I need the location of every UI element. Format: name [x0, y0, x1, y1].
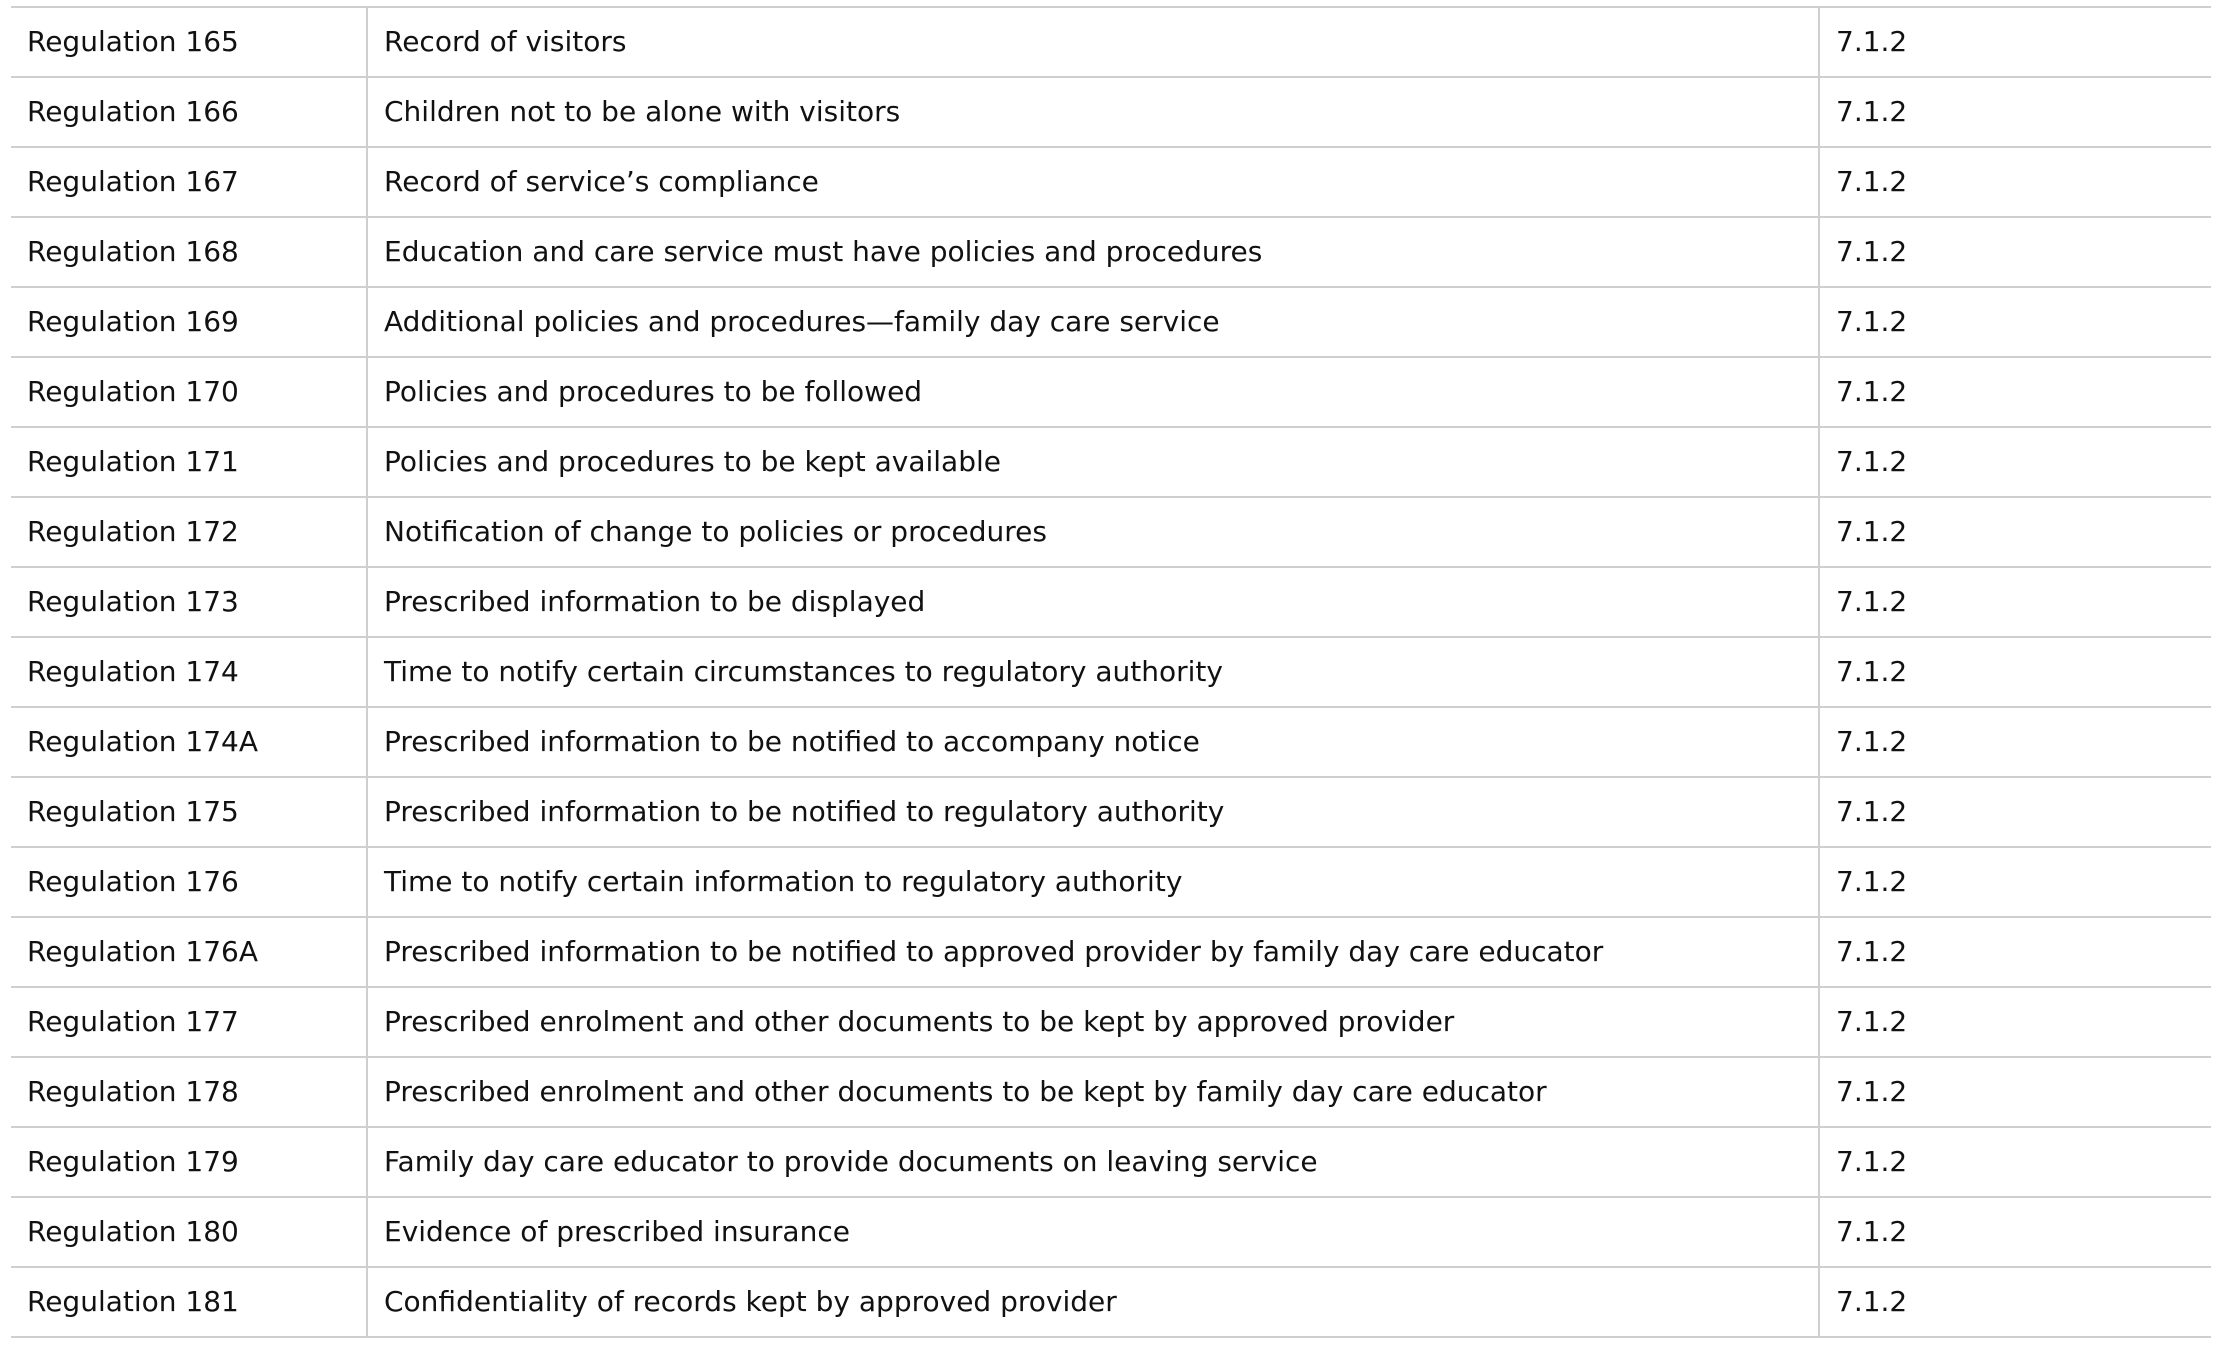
- quality-standard-cell: 7.1.2: [1819, 987, 2211, 1057]
- quality-standard-cell: 7.1.2: [1819, 217, 2211, 287]
- regulation-title-cell: Family day care educator to provide documents on leaving service: [367, 1127, 1819, 1197]
- regulation-number-cell: Regulation 179: [11, 1127, 367, 1197]
- quality-standard-cell: 7.1.2: [1819, 847, 2211, 917]
- quality-standard-cell: 7.1.2: [1819, 917, 2211, 987]
- table-row: [11, 637, 2211, 707]
- table-row: [11, 7, 2211, 77]
- table-row: [11, 847, 2211, 917]
- regulation-number-cell: Regulation 172: [11, 497, 367, 567]
- table-row: [11, 77, 2211, 147]
- regulation-title-cell: Record of visitors: [367, 7, 1819, 77]
- quality-standard-cell: 7.1.2: [1819, 77, 2211, 147]
- regulation-number-cell: Regulation 174A: [11, 707, 367, 777]
- table-row: [11, 427, 2211, 497]
- regulation-number-cell: Regulation 180: [11, 1197, 367, 1267]
- regulation-number-cell: Regulation 175: [11, 777, 367, 847]
- regulation-number-cell: Regulation 174: [11, 637, 367, 707]
- regulation-title-cell: Prescribed information to be notified to regulatory authority: [367, 777, 1819, 847]
- regulation-number-cell: Regulation 173: [11, 567, 367, 637]
- quality-standard-cell: 7.1.2: [1819, 147, 2211, 217]
- regulation-title-cell: Record of service’s compliance: [367, 147, 1819, 217]
- quality-standard-cell: 7.1.2: [1819, 497, 2211, 567]
- table-row: [11, 217, 2211, 287]
- regulation-number-cell: Regulation 168: [11, 217, 367, 287]
- regulation-number-cell: Regulation 165: [11, 7, 367, 77]
- regulation-number-cell: Regulation 177: [11, 987, 367, 1057]
- table-row: [11, 1127, 2211, 1197]
- regulation-title-cell: Confidentiality of records kept by approved provider: [367, 1267, 1819, 1337]
- table-row: [11, 1057, 2211, 1127]
- table-row: [11, 1197, 2211, 1267]
- table-row: [11, 777, 2211, 847]
- table-row: [11, 497, 2211, 567]
- quality-standard-cell: 7.1.2: [1819, 7, 2211, 77]
- regulation-title-cell: Additional policies and procedures—family day care service: [367, 287, 1819, 357]
- table-row: [11, 287, 2211, 357]
- regulation-title-cell: Notification of change to policies or procedures: [367, 497, 1819, 567]
- regulation-title-cell: Evidence of prescribed insurance: [367, 1197, 1819, 1267]
- regulation-title-cell: Prescribed enrolment and other documents to be kept by approved provider: [367, 987, 1819, 1057]
- quality-standard-cell: 7.1.2: [1819, 567, 2211, 637]
- regulation-title-cell: Policies and procedures to be kept available: [367, 427, 1819, 497]
- regulations-table: [11, 6, 2211, 1338]
- regulations-table-body: [11, 7, 2211, 1337]
- table-row: [11, 357, 2211, 427]
- regulation-number-cell: Regulation 171: [11, 427, 367, 497]
- regulation-number-cell: Regulation 167: [11, 147, 367, 217]
- quality-standard-cell: 7.1.2: [1819, 1127, 2211, 1197]
- regulation-number-cell: Regulation 169: [11, 287, 367, 357]
- quality-standard-cell: 7.1.2: [1819, 707, 2211, 777]
- table-row: [11, 567, 2211, 637]
- regulation-number-cell: Regulation 181: [11, 1267, 367, 1337]
- regulation-title-cell: Policies and procedures to be followed: [367, 357, 1819, 427]
- regulation-title-cell: Time to notify certain information to regulatory authority: [367, 847, 1819, 917]
- table-row: [11, 917, 2211, 987]
- quality-standard-cell: 7.1.2: [1819, 777, 2211, 847]
- table-row: [11, 707, 2211, 777]
- table-row: [11, 1267, 2211, 1337]
- quality-standard-cell: 7.1.2: [1819, 287, 2211, 357]
- regulation-title-cell: Prescribed information to be notified to accompany notice: [367, 707, 1819, 777]
- quality-standard-cell: 7.1.2: [1819, 1057, 2211, 1127]
- regulation-title-cell: Prescribed information to be notified to approved provider by family day care educator: [367, 917, 1819, 987]
- quality-standard-cell: 7.1.2: [1819, 1267, 2211, 1337]
- regulation-number-cell: Regulation 176: [11, 847, 367, 917]
- quality-standard-cell: 7.1.2: [1819, 427, 2211, 497]
- table-row: [11, 147, 2211, 217]
- regulation-number-cell: Regulation 176A: [11, 917, 367, 987]
- quality-standard-cell: 7.1.2: [1819, 1197, 2211, 1267]
- regulation-title-cell: Prescribed enrolment and other documents to be kept by family day care educator: [367, 1057, 1819, 1127]
- quality-standard-cell: 7.1.2: [1819, 357, 2211, 427]
- regulation-number-cell: Regulation 178: [11, 1057, 367, 1127]
- regulation-title-cell: Education and care service must have policies and procedures: [367, 217, 1819, 287]
- regulation-title-cell: Time to notify certain circumstances to regulatory authority: [367, 637, 1819, 707]
- regulation-title-cell: Children not to be alone with visitors: [367, 77, 1819, 147]
- quality-standard-cell: 7.1.2: [1819, 637, 2211, 707]
- regulation-number-cell: Regulation 170: [11, 357, 367, 427]
- regulation-number-cell: Regulation 166: [11, 77, 367, 147]
- table-row: [11, 987, 2211, 1057]
- regulation-title-cell: Prescribed information to be displayed: [367, 567, 1819, 637]
